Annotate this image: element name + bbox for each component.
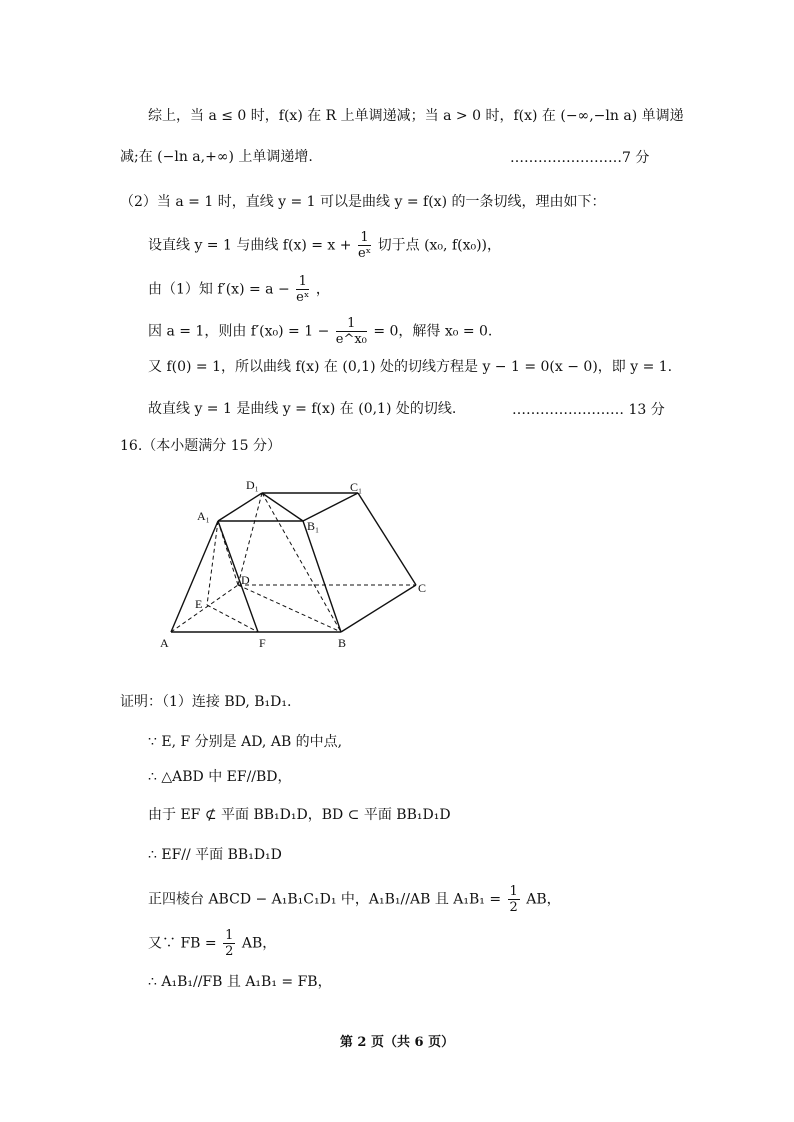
dashed-D-B (238, 585, 341, 632)
edge-C-B (341, 585, 416, 632)
text-line-conclusion-tangent: 故直线 y = 1 是曲线 y = f(x) 在 (0,1) 处的切线. (148, 401, 457, 417)
fraction (223, 928, 235, 959)
fraction (296, 274, 309, 305)
label-D: D (241, 573, 250, 587)
proof-line-2: ∵ E, F 分别是 AD, AB 的中点, (148, 734, 343, 750)
text-line-conclusion-1: 综上，当 a ≤ 0 时，f(x) 在 R 上单调递减；当 a > 0 时，f(x) 在 (−∞,−ln a) 单调递 (148, 108, 684, 124)
l5-pre: 由（1）知 f′(x) = a − (148, 281, 290, 298)
score-7: ……………………7 分 (510, 150, 650, 166)
label-B: B (338, 636, 347, 650)
label-A: A (160, 636, 169, 650)
text-line-solve (148, 316, 492, 347)
edge-A1-F (218, 521, 258, 632)
question-16-heading: 16.（本小题满分 15 分） (120, 438, 281, 454)
proof-line-3: ∴ △ABD 中 EF//BD， (148, 769, 292, 785)
proof-line-1: 证明：（1）连接 BD, B₁D₁. (120, 694, 292, 710)
frac-den: e^x₀ (335, 332, 367, 347)
proof-line-8: ∴ A₁B₁//FB 且 A₁B₁ = FB， (148, 974, 332, 990)
frac-den: eˣ (357, 246, 372, 261)
edge-B1-B (303, 521, 341, 632)
dashed-A1-D (218, 521, 238, 585)
proof-line-5: ∴ EF// 平面 BB₁D₁D (148, 847, 282, 863)
p6-pre: 正四棱台 ABCD − A₁B₁C₁D₁ 中，A₁B₁//AB 且 A₁B₁ = (148, 891, 502, 908)
edge-D1-B1 (262, 493, 303, 521)
frac-num: 1 (296, 274, 309, 290)
p7-post: AB， (241, 935, 277, 952)
frac-den: 2 (225, 944, 234, 959)
label-C1: C₁ (350, 480, 363, 494)
proof-line-6 (148, 884, 561, 915)
edge-C1-B1 (303, 493, 358, 521)
fraction (508, 884, 520, 915)
p6-post: AB， (526, 891, 561, 908)
frustum-figure (150, 470, 450, 655)
frac-num: 1 (336, 316, 367, 332)
label-B1: B₁ (307, 519, 320, 533)
text-line-derivative (148, 274, 330, 305)
proof-line-7 (148, 928, 276, 959)
edge-C1-C (358, 493, 416, 585)
label-A1: A₁ (197, 509, 210, 523)
label-D1: D₁ (246, 478, 259, 492)
frac-den: 2 (509, 900, 518, 915)
frac-num: 1 (225, 928, 234, 943)
l6-post: = 0，解得 x₀ = 0. (373, 323, 493, 340)
fraction (358, 230, 371, 261)
score-13: …………………… 13 分 (512, 402, 665, 418)
frac-num: 1 (358, 230, 371, 246)
text-line-tangent-setup (148, 230, 501, 261)
frac-num: 1 (509, 884, 518, 899)
l5-post: ， (315, 281, 330, 298)
label-F: F (259, 636, 266, 650)
p7-pre: 又∵ FB = (148, 935, 217, 952)
text-line-tangent-eq: 又 f(0) = 1，所以曲线 f(x) 在 (0,1) 处的切线方程是 y − 1 = 0(x − 0)，即 y = 1. (148, 359, 673, 375)
dashed-D1-B (262, 493, 341, 632)
page-footer: 第 2 页（共 6 页） (339, 1035, 455, 1050)
proof-line-4: 由于 EF ⊄ 平面 BB₁D₁D，BD ⊂ 平面 BB₁D₁D (148, 807, 451, 823)
frac-den: eˣ (296, 290, 310, 305)
l4-post: 切于点 (x₀, f(x₀))， (377, 237, 502, 254)
l4-pre: 设直线 y = 1 与曲线 f(x) = x + (148, 237, 352, 254)
label-E: E (195, 597, 203, 611)
text-line-conclusion-2: 减;在 (−ln a,+∞) 上单调递增. (120, 149, 313, 165)
l6-pre: 因 a = 1，则由 f′(x₀) = 1 − (148, 323, 330, 340)
text-line-part2: （2）当 a = 1 时，直线 y = 1 可以是曲线 y = f(x) 的一条切线，理由如下： (120, 194, 606, 210)
fraction (336, 316, 367, 347)
label-C: C (418, 581, 427, 595)
